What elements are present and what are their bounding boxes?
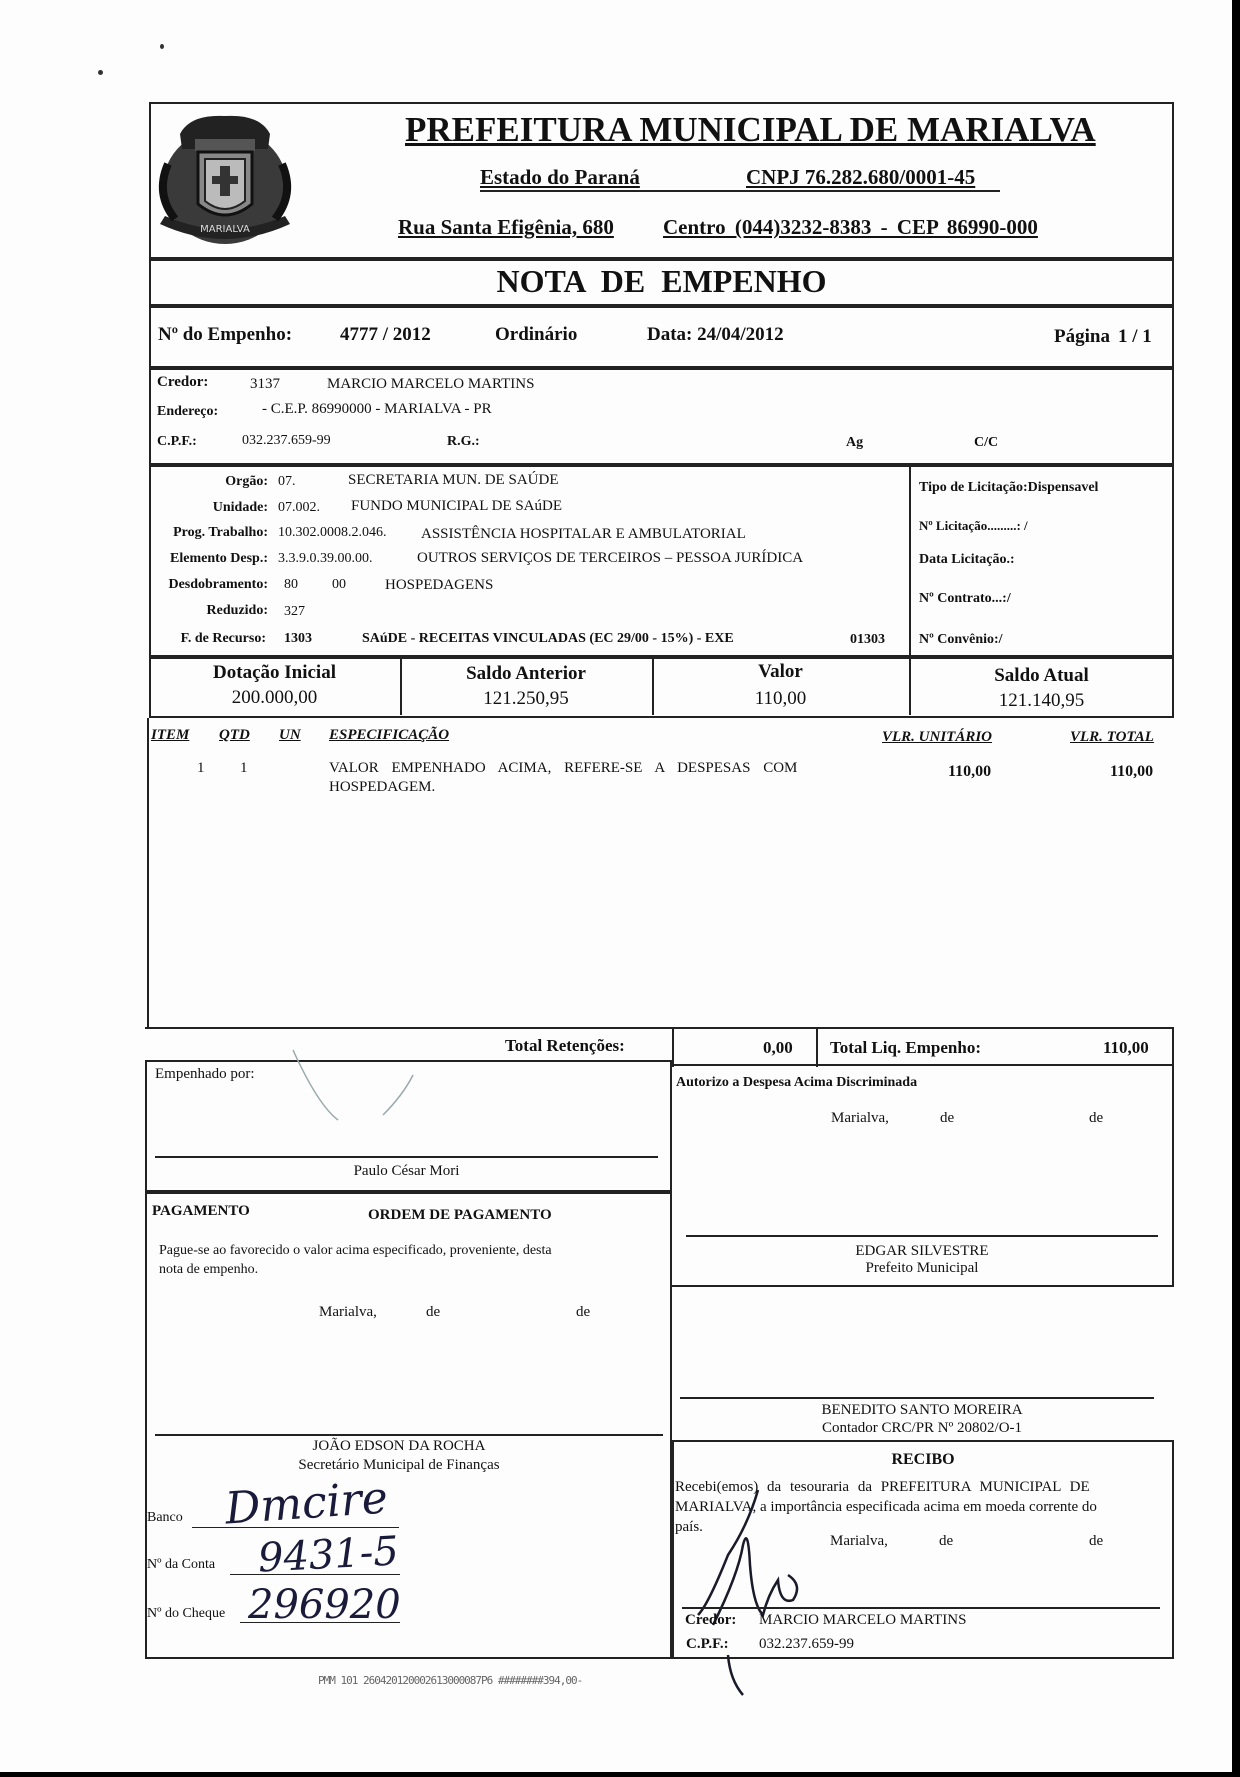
totals-bottom-border	[672, 1064, 1174, 1066]
pagamento-text-line2: nota de empenho.	[159, 1262, 259, 1277]
dotacao-value: 200.000,00	[231, 687, 318, 708]
footer-code: PMM 101 260420120002613000087P6 ########394,00-	[318, 1674, 583, 1687]
empenhado-name: Paulo César Mori	[353, 1163, 460, 1179]
prog-code: 10.302.0008.2.046.	[278, 525, 387, 540]
unidade-name: FUNDO MUNICIPAL DE SAúDE	[351, 498, 562, 514]
credor-address: - C.E.P. 86990000 - MARIALVA - PR	[262, 401, 492, 417]
ordem-pagamento-label: ORDEM DE PAGAMENTO	[368, 1207, 552, 1223]
saldo-atual-label: Saldo Atual	[994, 665, 1089, 686]
desd-name: HOSPEDAGENS	[385, 577, 494, 593]
recibo-cpf-value: 032.237.659-99	[759, 1636, 854, 1652]
autorizo-de2: de	[1089, 1110, 1104, 1126]
col-header-qtd: QTD	[219, 727, 250, 743]
ag-label: Ag	[846, 435, 864, 450]
item-number: 1	[197, 760, 205, 776]
prog-label: Prog. Trabalho:	[173, 525, 268, 540]
pagamento-de1: de	[426, 1304, 441, 1320]
credor-signature	[668, 1485, 848, 1700]
banco-label: Banco	[147, 1510, 183, 1525]
col-header-un: UN	[279, 727, 301, 743]
saldo-atual-value: 121.140,95	[998, 690, 1085, 711]
recibo-credor-label: Credor:	[685, 1612, 737, 1628]
licitacao-convenio: Nº Convênio:/	[919, 632, 1003, 647]
col-header-total-value: VLR. TOTAL	[1070, 729, 1154, 745]
prefeito-name: EDGAR SILVESTRE	[855, 1243, 989, 1259]
items-left-border	[147, 718, 149, 1028]
credor-cpf: 032.237.659-99	[242, 433, 331, 448]
pagamento-de2: de	[576, 1304, 591, 1320]
totals-divider	[672, 1027, 674, 1067]
banco-line	[192, 1527, 399, 1528]
valor-value: 110,00	[754, 688, 807, 709]
recibo-title: RECIBO	[891, 1451, 955, 1468]
unidade-code: 07.002.	[278, 500, 320, 515]
credor-label: Credor:	[157, 374, 209, 390]
cpf-label: C.P.F.:	[157, 434, 197, 449]
totals-divider	[816, 1027, 818, 1067]
empenho-number-label: Nº do Empenho:	[158, 324, 293, 345]
desd-label: Desdobramento:	[168, 577, 268, 592]
autorizo-city: Marialva,	[831, 1110, 889, 1126]
recurso-name: SAúDE - RECEITAS VINCULADAS (EC 29/00 - 15%) - EXE	[362, 631, 734, 646]
secretario-name: JOÃO EDSON DA ROCHA	[312, 1438, 486, 1454]
empenho-type: Ordinário	[495, 324, 578, 345]
credor-name: MARCIO MARCELO MARTINS	[327, 376, 535, 392]
svg-text:MARIALVA: MARIALVA	[200, 224, 250, 235]
budget-divider	[909, 465, 911, 657]
page-label: Página	[1054, 326, 1110, 347]
valor-label: Valor	[758, 661, 803, 682]
scan-speck	[98, 70, 103, 75]
recurso-label: F. de Recurso:	[180, 631, 266, 646]
unidade-label: Unidade:	[212, 500, 268, 515]
saldo-anterior-label: Saldo Anterior	[466, 663, 586, 684]
licitacao-contrato: Nº Contrato...:/	[919, 591, 1011, 606]
scan-speck	[160, 44, 164, 49]
desd-sub: 00	[332, 577, 346, 592]
recibo-line2: MARIALVA, a importância especificada acima em moeda corrente do	[675, 1499, 1097, 1515]
contador-name: BENEDITO SANTO MOREIRA	[821, 1402, 1023, 1418]
orgao-name: SECRETARIA MUN. DE SAÚDE	[348, 472, 559, 488]
reduz-label: Reduzido:	[206, 603, 268, 618]
recibo-de2: de	[1089, 1533, 1104, 1549]
item-qtd: 1	[240, 760, 248, 776]
elem-code: 3.3.9.0.39.00.00.	[278, 551, 373, 566]
liquido-label: Total Liq. Empenho:	[830, 1038, 981, 1057]
licitacao-data: Data Licitação.:	[919, 552, 1015, 567]
header-address-rest: Centro (044)3232-8383 - CEP 86990-000	[663, 215, 1038, 239]
header-address: Rua Santa Efigênia, 680	[398, 215, 614, 239]
col-header-item: ITEM	[151, 727, 190, 743]
desd-code: 80	[284, 577, 298, 592]
contador-signature-line	[680, 1397, 1154, 1399]
cheque-label: Nº do Cheque	[147, 1606, 226, 1621]
reduz-value: 327	[284, 604, 305, 619]
recibo-cpf-label: C.P.F.:	[686, 1636, 729, 1652]
faint-sign-mark	[288, 1045, 428, 1125]
recibo-line3: país.	[675, 1519, 703, 1535]
page-number: 1 / 1	[1118, 326, 1152, 347]
col-header-unit-value: VLR. UNITÁRIO	[882, 729, 993, 745]
recurso-number: 01303	[850, 632, 885, 647]
recibo-de1: de	[939, 1533, 954, 1549]
elem-label: Elemento Desp.:	[170, 551, 268, 566]
item-spec-line1: VALOR EMPENHADO ACIMA, REFERE-SE A DESPESAS COM	[329, 760, 798, 776]
retencoes-label: Total Retenções:	[505, 1036, 625, 1055]
item-spec-line2: HOSPEDAGEM.	[329, 779, 436, 795]
elem-name: OUTROS SERVIÇOS DE TERCEIROS – PESSOA JURÍDICA	[417, 550, 804, 566]
recibo-signature-line	[682, 1607, 1160, 1609]
retencoes-value: 0,00	[763, 1038, 793, 1057]
totals-top-border	[145, 1027, 1174, 1029]
prog-name: ASSISTÊNCIA HOSPITALAR E AMBULATORIAL	[421, 526, 746, 542]
prefeito-signature-line	[686, 1235, 1158, 1237]
cc-label: C/C	[974, 435, 999, 450]
secretario-role: Secretário Municipal de Finanças	[298, 1457, 500, 1473]
pagamento-text-line1: Pague-se ao favorecido o valor acima especificado, proveniente, desta	[159, 1243, 552, 1258]
recurso-code: 1303	[284, 631, 312, 646]
coat-of-arms-logo	[150, 104, 300, 256]
header-title: PREFEITURA MUNICIPAL DE MARIALVA	[405, 110, 1096, 149]
credor-code: 3137	[250, 376, 280, 392]
header-state: Estado do Paraná	[480, 165, 640, 189]
totals-right-border	[1172, 1027, 1174, 1287]
empenho-number: 4777 / 2012	[340, 324, 431, 345]
rg-label: R.G.:	[447, 434, 480, 449]
item-unit-value: 110,00	[948, 763, 992, 780]
item-total-value: 110,00	[1110, 763, 1154, 780]
conta-line	[230, 1574, 400, 1575]
prefeito-role: Prefeito Municipal	[865, 1260, 979, 1276]
secretario-signature-line	[155, 1434, 663, 1436]
cheque-handwritten: 296920	[248, 1582, 401, 1628]
recibo-city: Marialva,	[830, 1533, 888, 1549]
autorizo-de1: de	[940, 1110, 955, 1126]
empenhado-signature-line	[155, 1156, 658, 1158]
col-header-spec: ESPECIFICAÇÃO	[329, 727, 450, 743]
empenhado-label: Empenhado por:	[155, 1066, 255, 1082]
saldo-anterior-value: 121.250,95	[483, 688, 569, 709]
prefeito-box-bottom	[672, 1285, 1174, 1287]
recibo-credor-name: MARCIO MARCELO MARTINS	[759, 1612, 967, 1628]
conta-handwritten: 9431-5	[256, 1528, 400, 1582]
header-underline	[480, 190, 1000, 192]
header-cnpj: CNPJ 76.282.680/0001-45	[746, 165, 976, 189]
licitacao-tipo: Tipo de Licitação:Dispensavel	[919, 480, 1099, 495]
autorizo-label: Autorizo a Despesa Acima Discriminada	[676, 1075, 918, 1090]
licitacao-numero: Nº Licitação.........: /	[919, 518, 1028, 533]
cheque-line	[240, 1622, 400, 1623]
address-label: Endereço:	[157, 404, 219, 419]
pagamento-city: Marialva,	[319, 1304, 377, 1320]
conta-label: Nº da Conta	[147, 1557, 216, 1572]
recibo-line1: Recebi(emos) da tesouraria da PREFEITURA MUNICIPAL DE	[675, 1479, 1090, 1495]
doc-title: NOTA DE EMPENHO	[496, 263, 827, 299]
dotacao-label: Dotação Inicial	[213, 662, 336, 683]
liquido-value: 110,00	[1103, 1038, 1149, 1057]
orgao-code: 07.	[278, 474, 296, 489]
pagamento-label: PAGAMENTO	[152, 1203, 250, 1219]
contador-role: Contador CRC/PR Nº 20802/O-1	[821, 1420, 1023, 1436]
empenho-date: Data: 24/04/2012	[647, 324, 784, 345]
banco-handwritten: Dmcire	[223, 1472, 390, 1535]
orgao-label: Orgão:	[225, 474, 268, 489]
